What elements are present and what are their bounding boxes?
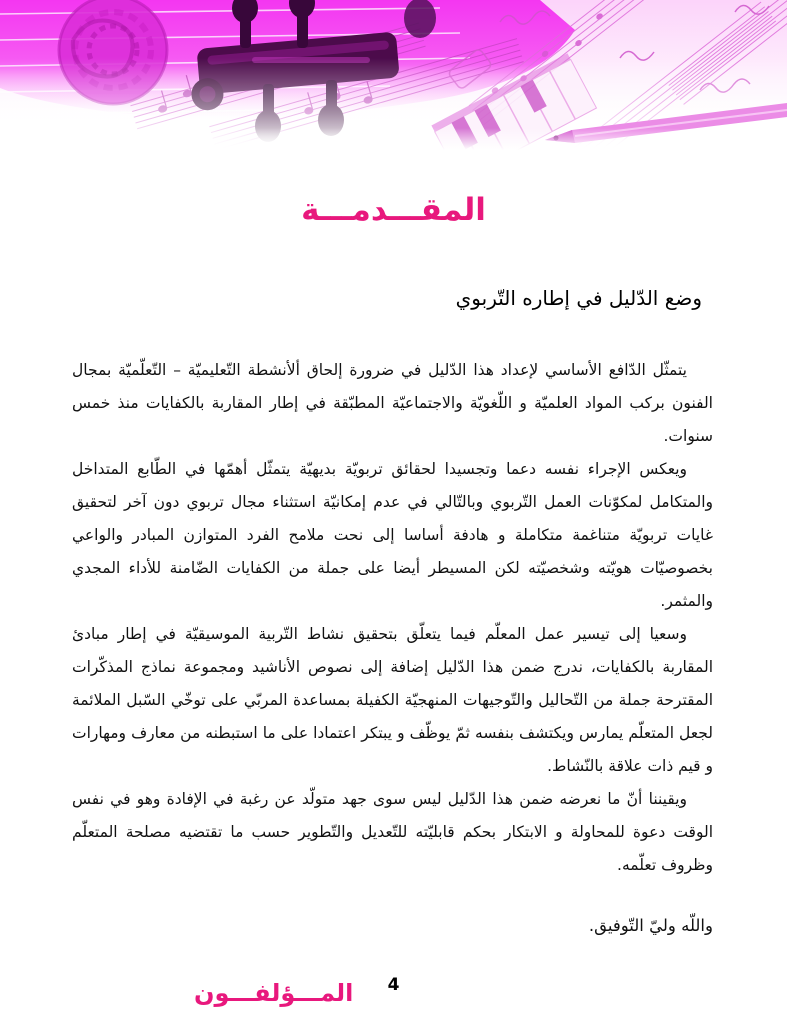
body-paragraph: ويقيننا أنّ ما نعرضه ضمن هذا الدّليل ليس سوى جهد متولّد عن رغبة في الإفادة وهو في نفس الوقت دعوة للمحاولة و الابتكار بحكم قابليّته للتّعديل والتّطوير حسب ما تقتضيه مصلحة المتعلّم وظروف تعلّمه. — [72, 790, 713, 874]
closing-line: واللّه وليّ التّوفيق. — [588, 916, 713, 935]
authors-signature: المـــؤلفـــون — [194, 979, 354, 1007]
header-collage-image — [0, 0, 787, 150]
bottom-fade-edge — [0, 128, 787, 150]
body-paragraph: وسعيا إلى تيسير عمل المعلّم فيما يتعلّق بتحقيق نشاط التّربية الموسيقيّة في إطار مبادئ المقاربة بالكفايات، ندرج ضمن هذا الدّليل إضافة إلى نصوص الأناشيد ومجموعة نماذج المذكّرات المقترحة جملة من التّحاليل والتّوجيهات المنهجيّة الكفيلة بمساعدة المربّي على توخّي السّبل الملائمة لجعل المتعلّم يمارس ويكتشف بنفسه ثمّ يوظّف و يبتكر اعتمادا على ما استبطنه من معارف ومهارات و قيم ذات علاقة بالنّشاط. — [72, 625, 713, 775]
page-title: المقـــدمـــة — [301, 192, 486, 228]
section-subtitle: وضع الدّليل في إطاره التّربوي — [455, 286, 702, 310]
body-paragraph: ويعكس الإجراء نفسه دعما وتجسيدا لحقائق تربويّة بديهيّة يتمثّل أهمّها في الطّابع المتداخل والمتكامل لمكوّنات العمل التّربوي وبالتّالي في عدم إمكانيّة استثناء مجال تربوي دون آخر لتحقيق غايات تربويّة متناغمة متكاملة و هادفة أساسا إلى نحت ملامح الفرد المتوازن المبادر والواعي بخصوصيّات هويّته وشخصيّته لكن المسيطر أيضا على جملة من الكفايات الضّامنة للأداء المجدي والمثمر. — [72, 460, 713, 610]
body-text — [72, 354, 713, 1007]
body-paragraph: يتمثّل الدّافع الأساسي لإعداد هذا الدّليل في ضرورة إلحاق ألأنشطة التّعليميّة – التّعلّميّة بمجال الفنون بركب المواد العلميّة و اللّغويّة والاجتماعيّة المطبّقة في إطار المقاربة بالكفايات منذ خمس سنوات. — [72, 361, 713, 445]
page-number: 4 — [387, 975, 400, 995]
